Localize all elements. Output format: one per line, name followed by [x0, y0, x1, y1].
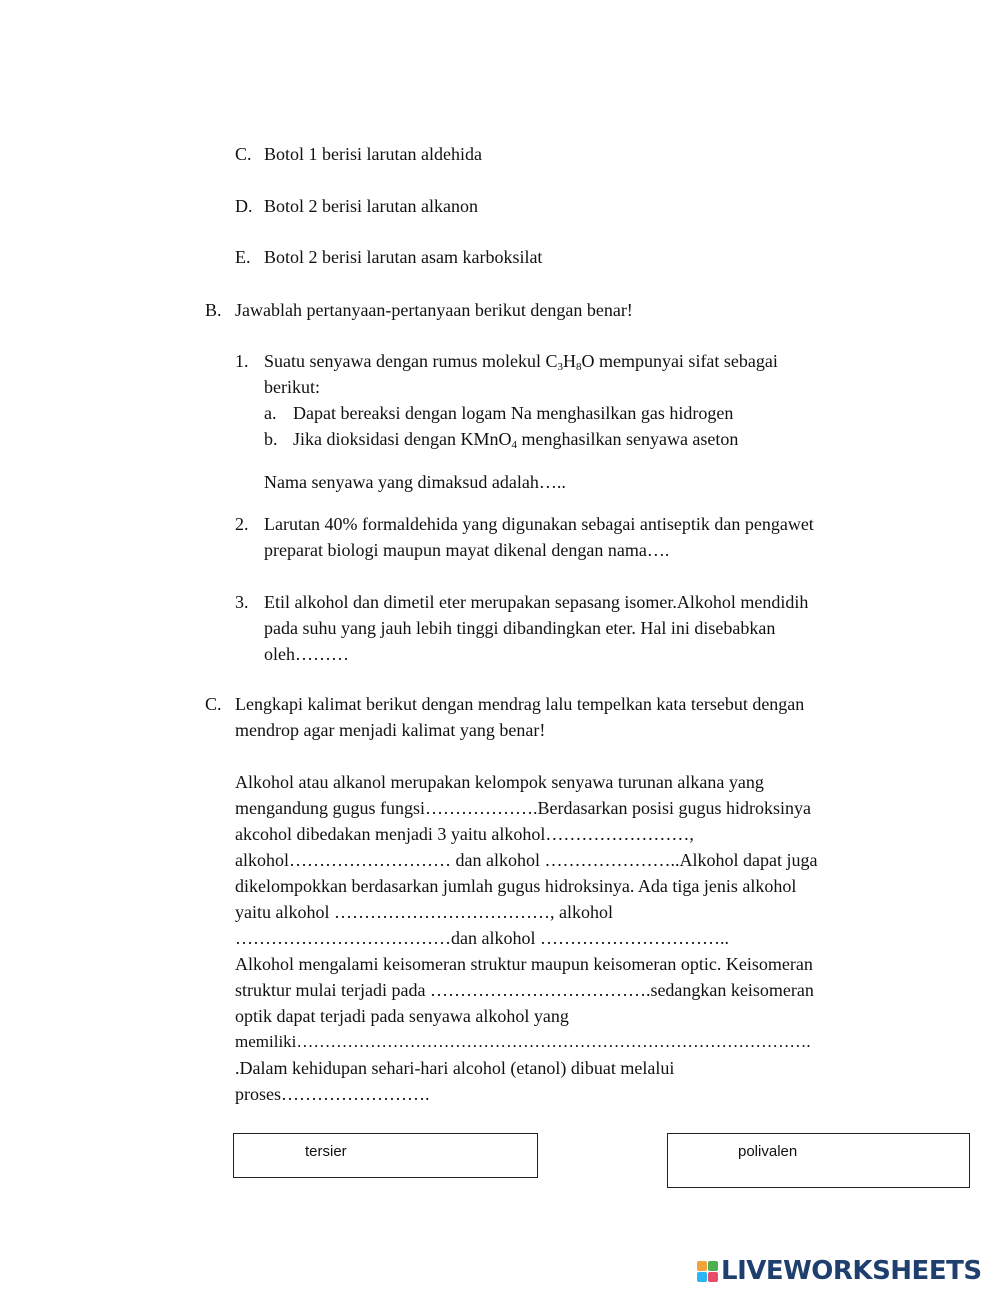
logo-square-i — [708, 1261, 718, 1271]
drag-word-tersier[interactable] — [233, 1133, 538, 1178]
q1-a-text: Dapat bereaksi dengan logam Na menghasilkan gas hidrogen — [293, 403, 734, 423]
option-c-text: Botol 1 berisi larutan aldehida — [264, 144, 482, 164]
paragraph-line: mengandung gugus fungsi……………….Berdasarkan posisi gugus hidroksinya — [235, 798, 811, 818]
paragraph-line: alkohol……………………… dan alkohol …………………..Alkohol dapat juga — [235, 850, 818, 870]
paragraph-line: Alkohol mengalami keisomeran struktur maupun keisomeran optic. Keisomeran — [235, 954, 813, 974]
paragraph-line: .Dalam kehidupan sehari-hari alcohol (etanol) dibuat melalui — [235, 1058, 675, 1078]
q2-line1: Larutan 40% formaldehida yang digunakan sebagai antiseptik dan pengawet — [264, 514, 814, 534]
logo-square-e — [708, 1272, 718, 1282]
paragraph-line: memiliki………………………………………………………………………………. — [235, 1032, 811, 1051]
paragraph-line: struktur mulai terjadi pada ……………………………….sedangkan keisomeran — [235, 980, 814, 1000]
q3-line1: Etil alkohol dan dimetil eter merupakan sepasang isomer.Alkohol mendidih — [264, 592, 809, 612]
paragraph-line: yaitu alkohol ………………………………, alkohol — [235, 902, 613, 922]
section-c-instruction-line2: mendrop agar menjadi kalimat yang benar! — [235, 720, 546, 740]
option-d-text: Botol 2 berisi larutan alkanon — [264, 196, 478, 216]
drag-word-label: tersier — [305, 1143, 347, 1160]
section-b-heading: Jawablah pertanyaan-pertanyaan berikut dengan benar! — [235, 300, 633, 320]
logo-square-l — [697, 1261, 707, 1271]
q1-b-label: b. — [264, 429, 278, 449]
q2-line2: preparat biologi maupun mayat dikenal dengan nama…. — [264, 540, 670, 560]
option-d-letter: D. — [235, 196, 253, 216]
q1-line1: Suatu senyawa dengan rumus molekul $C_3H_8O$ mempunyai sifat sebagai — [264, 351, 778, 373]
q2-number: 2. — [235, 514, 249, 534]
option-e-text: Botol 2 berisi larutan asam karboksilat — [264, 247, 543, 267]
q1-b-text: Jika dioksidasi dengan KMnO$_4$ menghasilkan senyawa aseton — [293, 429, 739, 451]
option-e-letter: E. — [235, 247, 251, 267]
logo-square-v — [697, 1272, 707, 1282]
paragraph-line: dikelompokkan berdasarkan jumlah gugus hidroksinya. Ada tiga jenis alkohol — [235, 876, 797, 896]
paragraph-line: akcohol dibedakan menjadi 3 yaitu alkohol……………………, — [235, 824, 694, 844]
q1-a-label: a. — [264, 403, 277, 423]
q1-number: 1. — [235, 351, 249, 371]
q3-number: 3. — [235, 592, 249, 612]
option-c-letter: C. — [235, 144, 252, 164]
section-c-instruction-line1: Lengkapi kalimat berikut dengan mendrag lalu tempelkan kata tersebut dengan — [235, 694, 805, 714]
q3-line3: oleh……… — [264, 644, 349, 664]
drag-word-label: polivalen — [738, 1143, 798, 1160]
logo-text: LIVEWORKSHEETS — [721, 1256, 982, 1286]
paragraph-line: proses……………………. — [235, 1084, 430, 1104]
paragraph-line: optik dapat terjadi pada senyawa alkohol yang — [235, 1006, 569, 1026]
q1-prompt: Nama senyawa yang dimaksud adalah….. — [264, 472, 566, 492]
logo-grid-icon — [697, 1261, 718, 1282]
liveworksheets-logo — [697, 1256, 982, 1286]
q1-line2: berikut: — [264, 377, 320, 397]
q3-line2: pada suhu yang jauh lebih tinggi dibandingkan eter. Hal ini disebabkan — [264, 618, 776, 638]
drag-word-polivalen[interactable] — [667, 1133, 970, 1188]
paragraph-line: ………………………………dan alkohol ………………………….. — [235, 928, 729, 948]
section-c-letter: C. — [205, 694, 222, 714]
section-b-letter: B. — [205, 300, 222, 320]
paragraph-line: Alkohol atau alkanol merupakan kelompok senyawa turunan alkana yang — [235, 772, 764, 792]
